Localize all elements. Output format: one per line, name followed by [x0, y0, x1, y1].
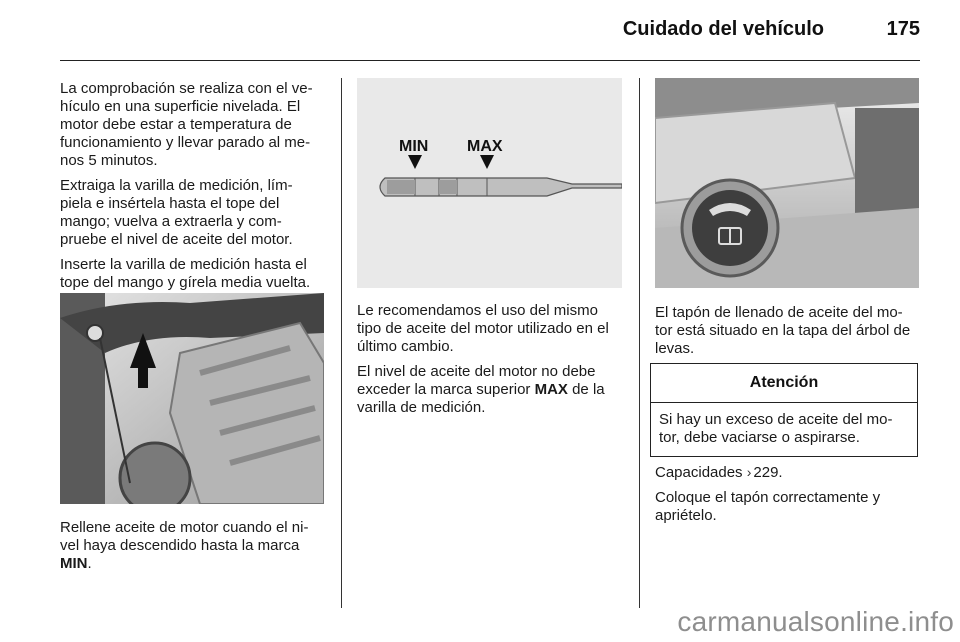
dipstick-min-label: MIN — [399, 138, 429, 155]
dipstick-illustration — [357, 78, 622, 288]
paragraph-extract-dipstick: Extraiga la varilla de medición, lím- piela e insértela hasta el tope del mango; vuelva a extraerla y com- pruebe el nivel de aceite del motor. — [60, 177, 293, 248]
oil-filler-cap-photo — [655, 78, 919, 288]
page-title: Cuidado del vehículo — [622, 18, 824, 40]
paragraph-filler-location: El tapón de llenado de aceite del mo- tor está situado en la tapa del árbol de levas. — [655, 304, 911, 357]
dipstick-blade — [380, 178, 622, 196]
paragraph-insert-dipstick: Inserte la varilla de medición hasta el tope del mango y gírela media vuelta. — [60, 256, 311, 291]
watermark-text: carmanualsonline.info — [677, 606, 954, 637]
paragraph-tighten-cap: Coloque el tapón correctamente y apriételo. — [655, 489, 881, 524]
page-number: 175 — [886, 18, 920, 40]
notice-body: Si hay un exceso de aceite del mo- tor, debe vaciarse o aspirarse. — [659, 411, 893, 446]
dipstick-max-label: MAX — [467, 138, 503, 155]
column-divider-right — [639, 78, 640, 608]
column-1 — [60, 80, 326, 299]
column-3 — [655, 304, 923, 365]
notice-box — [650, 363, 918, 457]
paragraph-refill-min: Rellene aceite de motor cuando el ni- vel haya descendido hasta la marca MIN. — [60, 519, 309, 572]
reference-arrow-icon: › — [746, 464, 752, 480]
engine-photo-dipstick — [60, 293, 324, 504]
paragraph-capacities: Capacidades › 229. — [655, 464, 783, 481]
max-marker-icon — [480, 155, 494, 169]
engine-bay-illustration — [60, 293, 324, 504]
column-3-lower — [655, 463, 923, 532]
header-rule — [60, 60, 920, 61]
column-divider-left — [341, 78, 342, 608]
notice-title: Atención — [651, 364, 917, 403]
column-1-lower — [60, 519, 326, 580]
paragraph-check-conditions: La comprobación se realiza con el ve- hículo en una superficie nivelada. El motor debe estar a temperatura de funcionamiento y llevar parado al me- nos 5 minutos. — [60, 80, 313, 169]
min-marker-icon — [408, 155, 422, 169]
paragraph-oil-recommendation: Le recomendamos el uso del mismo tipo de aceite del motor utilizado en el último cambio. — [357, 302, 609, 355]
capacities-page-link[interactable]: 229. — [753, 464, 783, 481]
oil-cap-illustration — [655, 78, 919, 288]
column-2 — [357, 302, 625, 424]
dipstick-diagram — [357, 78, 622, 288]
paragraph-max-level: El nivel de aceite del motor no debe exceder la marca superior MAX de la varilla de medición. — [357, 363, 605, 416]
